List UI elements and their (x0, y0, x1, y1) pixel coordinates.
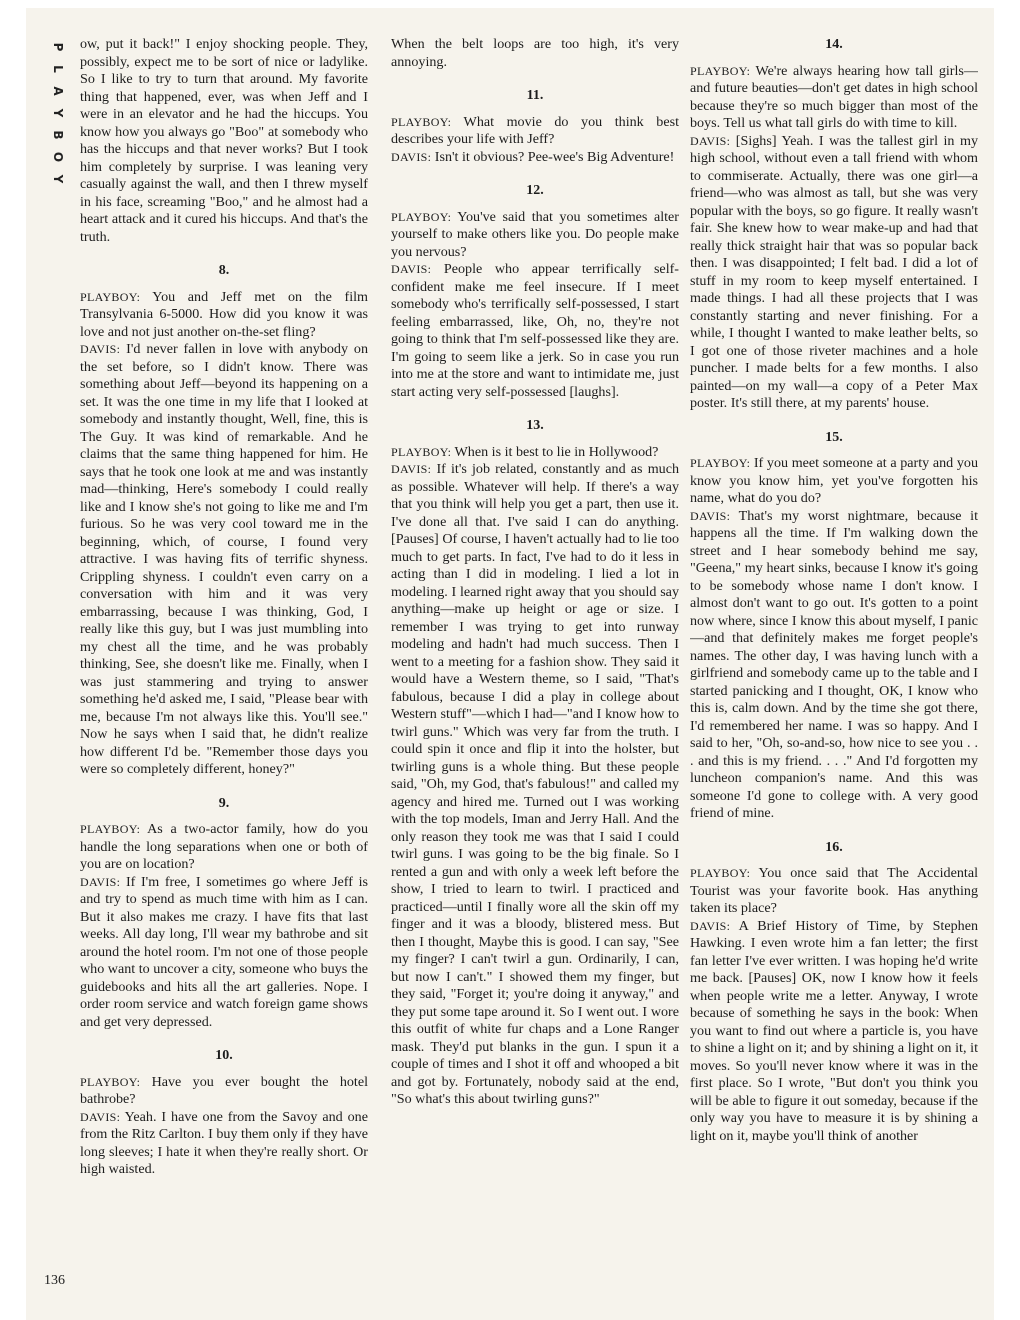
qa-paragraph (391, 209, 679, 262)
paragraph-text: That's my worst nightmare, because it happens all the time. If I'm walking down the street and I hear somebody behind me say, "Geena," my heart sinks, because I know it's going to be somebody whose name I don't know. I almost don't want to go out. It's gotten to a point now where, since I know this about myself, I panic—and that definitely makes me forget people's names. The other day, I was having lunch with a girlfriend and somebody came up to the table and I started panicking and I thought, OK, I know who this is, calm down. And by the time she got there, I'd remembered her name. I was so happy. And I said to her, "Oh, so-and-so, how nice to see you . . . and this is my friend. . . ." And I'd forgotten my luncheon companion's name. And this was someone I'd gone to college with. A very good friend of mine. (690, 507, 978, 821)
qa-paragraph (690, 455, 978, 508)
qa-paragraph (80, 341, 368, 779)
qa-paragraph (391, 149, 679, 167)
speaker-label-playboy: PLAYBOY: (80, 1074, 141, 1089)
question-number: 12. (526, 183, 544, 198)
qa-paragraph (391, 444, 679, 462)
speaker-label-playboy: PLAYBOY: (391, 114, 452, 129)
speaker-label-davis: DAVIS: (690, 133, 731, 148)
speaker-label-davis: DAVIS: (80, 1109, 121, 1124)
paragraph-text: When the belt loops are too high, it's very annoying. (391, 36, 679, 70)
speaker-label-playboy: PLAYBOY: (690, 456, 751, 470)
paragraph-text: Isn't it obvious? Pee-wee's Big Adventure! (434, 148, 675, 165)
qa-paragraph (80, 874, 368, 1032)
qa-paragraph (690, 508, 978, 823)
qa-paragraph (690, 865, 978, 918)
paragraph-text: ow, put it back!" I enjoy shocking people. They, possibly, expect me to be sort of nice or ladylike. So I like to try to turn that around. My favorite thing that happened, ever, was when Jeff and I were in an elevator and he had the hiccups. You know how you always go "Boo" at somebody who has the hiccups and that never works? But I took him completely by surprise. I was leaning very casually against the wall, and then I threw myself in his face, screaming "Boo," and he almost had a heart attack and it cured his hiccups. And that's the truth. (80, 36, 368, 245)
paragraph-text: When is it best to lie in Hollywood? (454, 443, 659, 460)
question-number: 13. (526, 418, 544, 433)
paragraph-text: People who appear terrifically self-confident make me feel insecure. If I meet somebody who's terrifically self-possessed, I start feeling embarrassed, like, Oh, no, they're not going to think that I'm self-possessed like they are. I'm going to seem like a jerk. So in case you run into me at the store and want to intimidate me, just start acting very self-possessed [laughs]. (391, 261, 679, 400)
qa-paragraph (690, 133, 978, 413)
question-number: 16. (825, 839, 843, 855)
speaker-label-davis: DAVIS: (690, 508, 731, 523)
speaker-label-playboy: PLAYBOY: (690, 63, 751, 78)
paragraph-text: You've said that you sometimes alter yourself to make others like you. Do people make you nervous? (391, 208, 679, 260)
paragraph-text: We're always hearing how tall girls—and future beauties—don't get dates in high school because they're so much bigger than most of the boys. Tell us what tall girls do with time to kill. (690, 62, 978, 131)
qa-paragraph (80, 289, 368, 342)
speaker-label-playboy: PLAYBOY: (690, 866, 751, 880)
speaker-label-davis: DAVIS: (80, 874, 121, 889)
speaker-label-davis: DAVIS: (391, 149, 432, 164)
paragraph-text: I'd never fallen in love with anybody on the set before, so I didn't know. There was something about Jeff—beyond its happening on a set. It was the one time in my life that I looked at somebody and instantly thought, Well, fine, this is The Guy. It was kind of remarkable. And he claims that the same thing happened for him. He says that he took one look at me and was instantly mad—thinking, Here's somebody I could really like and I know she's not going to like me and I'm furious. So he was very cool toward me in the beginning, which, of course, I found very attractive. I was having fits of terrific shyness. Crippling shyness. I couldn't even carry on a conversation with him and it was very embarrassing, because I was thinking, God, I really like this guy, but I was just mumbling into my chest all the time, and he was probably thinking, See, she doesn't like me. Finally, when I was just stammering and trying to answer something he'd asked me, I said, "Please bear with me, because I'm not always like this. You'll see." Now he says when I said that, he didn't realize how different I'd be. "Remember those days you were so completely different, honey?" (80, 341, 368, 777)
question-number: 8. (218, 263, 230, 278)
speaker-label-playboy: PLAYBOY: (391, 444, 452, 459)
paragraph-text: Have you ever bought the hotel bathrobe? (80, 1073, 368, 1107)
magazine-page (26, 8, 994, 1320)
paragraph-text: As a two-actor family, how do you handle the long separations when one or both of you are on location? (80, 821, 368, 872)
qa-paragraph (391, 114, 679, 149)
speaker-label-davis: DAVIS: (391, 462, 432, 476)
question-number: 15. (825, 429, 843, 445)
qa-paragraph (80, 1109, 368, 1179)
magazine-name-vertical: P L A Y B O Y (51, 42, 65, 184)
qa-paragraph (391, 261, 679, 401)
body-paragraph (391, 36, 679, 71)
paragraph-text: You once said that The Accidental Tourist was your favorite book. Has anything taken its place? (690, 865, 978, 916)
text-column-3 (690, 36, 978, 1296)
text-column-1 (80, 36, 368, 1296)
qa-paragraph (80, 821, 368, 874)
paragraph-text: Yeah. I have one from the Savoy and one from the Ritz Carlton. I buy them only if they have long sleeves; I hate it when they're really short. Or high waisted. (80, 1108, 368, 1177)
paragraph-text: A Brief History of Time, by Stephen Hawking. I even wrote him a fan letter; the first fan letter I've ever written. I was hoping he'd write me back. [Pauses] OK, now I know how it feels when people write me a letter. Anyway, I wrote because of something he says in the book: When you want to find out where a particle is, you have to shine a light on it; and by shining a light on it, it moves. So you'll never know where it was in the first place. So I wrote, "But don't you think you will be able to figure it out someday, because if the only way you have to measure it is by shining a light on it, maybe you'll think of another (690, 917, 978, 1144)
paragraph-text: What movie do you think best describes your life with Jeff? (391, 113, 679, 147)
speaker-label-playboy: PLAYBOY: (80, 289, 141, 304)
qa-paragraph (690, 918, 978, 1146)
paragraph-text: If you meet someone at a party and you know you know him, yet you've forgotten his name, what do you do? (690, 455, 978, 506)
paragraph-text: You and Jeff met on the film Transylvania 6-5000. How did you know it was love and not just another on-the-set fling? (80, 288, 368, 340)
question-number: 9. (218, 795, 230, 811)
qa-paragraph (80, 1074, 368, 1109)
speaker-label-davis: DAVIS: (391, 262, 432, 276)
question-number: 11. (526, 88, 544, 103)
speaker-label-davis: DAVIS: (80, 342, 121, 356)
paragraph-text: If I'm free, I sometimes go where Jeff is and try to spend as much time with him as I can. But it also makes me crazy. I have fits that last weeks. All day long, I'll wear my bathrobe and sit around the hotel room. I'm not one of those people who want to uncover a city, someone who buys the guidebooks and hits all the art galleries. Nope. I order room service and watch foreign game shows and get very depressed. (80, 873, 368, 1030)
question-number: 14. (825, 37, 843, 52)
speaker-label-playboy: PLAYBOY: (80, 822, 141, 836)
speaker-label-davis: DAVIS: (690, 918, 731, 933)
paragraph-text: If it's job related, constantly and as much as possible. Whatever will help. If there's a way that you think will help you get a part, then use it. I've done all that. I've said I can do anything. [Pauses] Of course, I haven't actually had to lie too much to get parts. In fact, I've had to do it less in acting than I did in modeling. I lied a lot in modeling. I learned right away that you should say anything—make up height or age or size. I remember I was trying to get into runway modeling and hadn't had much success. Then I went to a meeting for a fashion show. They said it would have a Western theme, so I said, "That's fabulous, because I did a play in college about Western stuff"—which I had—"and I know how to twirl guns." Which was very far from the truth. I could spin it once and flip it into the holster, but twirling guns is a whole thing. But these people said, "Oh, my God, that's fabulous!" and called my agency and hired me. Turned out I was working with the top models, Iman and Jerry Hall. And the only reason they took me was that I said I could twirl guns. I was going to be the big finale. So I rented a gun and with only a week left before the show, I tried to learn to twirl. I practiced and practiced—until I finally wore all the skin off my finger and it was a bloody, blistered mess. But then I thought, Maybe this is good. I can say, "See my finger? I can't twirl a gun. Ordinarily, I can, but now I can't." I showed them my finger, but they said, "Forget it; you're doing it anyway," and they put some tape around it. So I went out. I wore this outfit of white fur chaps and a Lone Ranger mask. They'd put blanks in the gun. I spun it a couple of times and I shot it off and whooped a bit and got by. Fortunately, nobody said at the end, "So what's this about twirling guns?" (391, 461, 679, 1107)
page-number: 136 (44, 1273, 65, 1288)
qa-paragraph (690, 63, 978, 133)
speaker-label-playboy: PLAYBOY: (391, 209, 452, 224)
question-number: 10. (215, 1048, 233, 1063)
text-column-2 (391, 36, 679, 1296)
paragraph-text: [Sighs] Yeah. I was the tallest girl in my high school, without even a tall friend with whom to commiserate. Actually, there was one girl—a friend—who was almost as tall, but she was very popular with the boys, so go figure. It really wasn't fair. She knew how to wear make-up and had that really thick straight hair that was so popular back then. I was disappointed; I felt bad. I did a lot of stuff in my room to keep myself entertained. I made things. I had all these projects that I was constantly starting and never finishing. For a while, I thought I wanted to make leather belts, so I got one of those riveter machines and a hole puncher. I made belts for a few months. I also painted—on my wall—a copy of a Peter Max poster. It's still there, at my parents' house. (690, 132, 978, 411)
qa-paragraph (391, 461, 679, 1109)
body-paragraph (80, 36, 368, 246)
